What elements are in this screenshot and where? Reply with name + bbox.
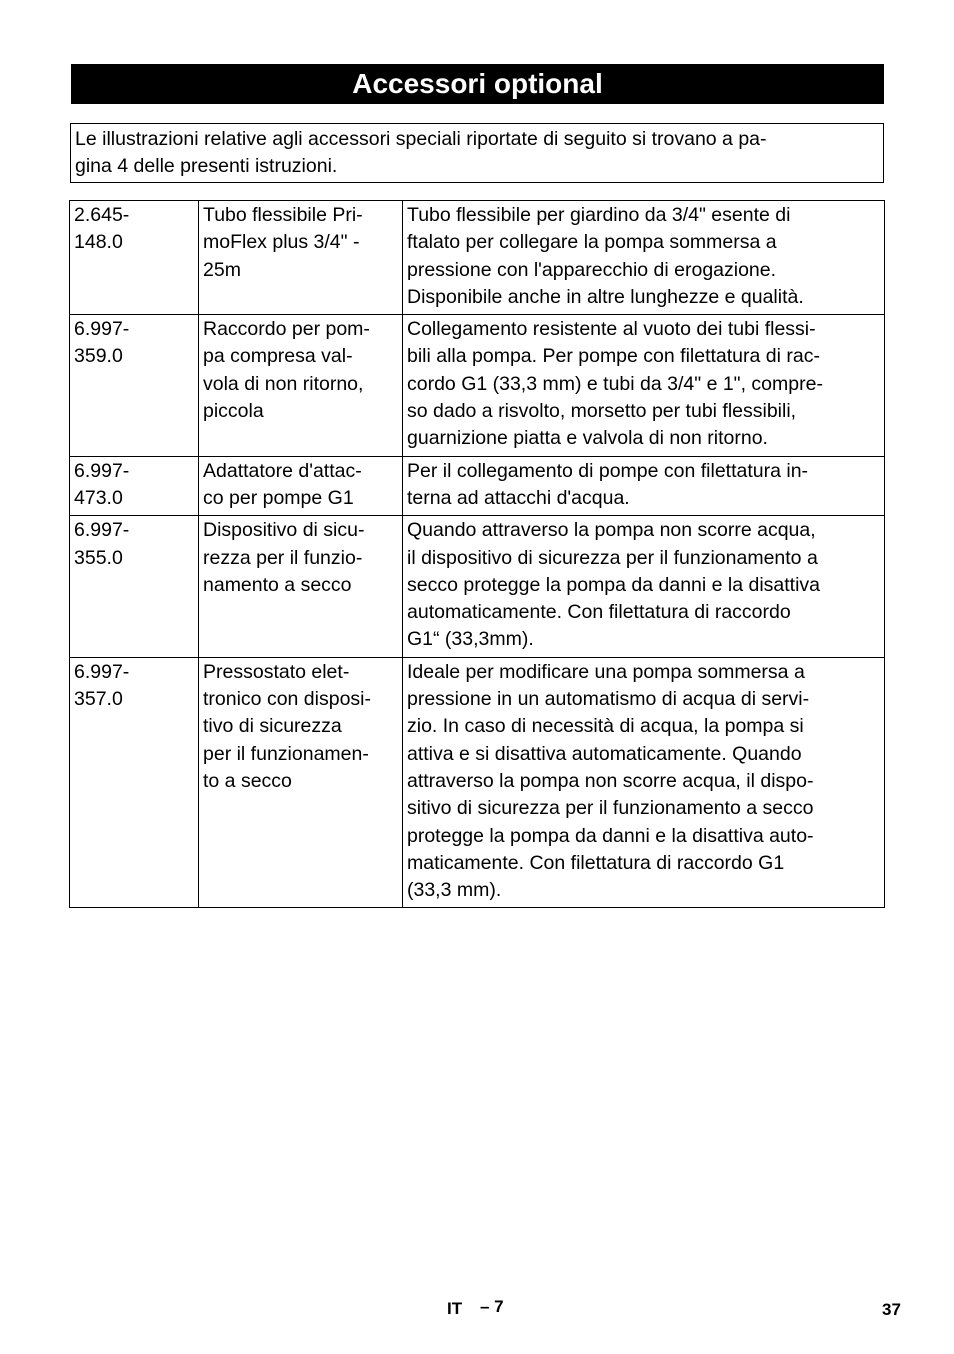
accessory-name-cell bbox=[199, 657, 403, 908]
footer-section-page: – 7 bbox=[480, 1297, 504, 1316]
order-number: 6.997- 473.0 bbox=[74, 459, 130, 509]
order-number-cell bbox=[70, 516, 199, 657]
order-number: 6.997- 357.0 bbox=[74, 660, 130, 711]
order-number-cell bbox=[70, 315, 199, 456]
accessory-description: Ideale per modificare una pompa sommersa a pressione in un automatismo di acqua di servi- zio. In caso di necessità di acqua, la pompa si attiva e si disattiva automaticamente. Quando attraverso la pompa non scorre acqua, il dispo- sitivo di sicurezza per il funzionamento a secco protegge la pompa da danni e la disattiva auto- maticamente. Con filettatura di raccordo G1 (33,3 mm). bbox=[407, 660, 814, 902]
accessory-description-cell bbox=[403, 516, 885, 657]
accessory-description-cell bbox=[403, 456, 885, 516]
accessory-description: Collegamento resistente al vuoto dei tubi flessi- bili alla pompa. Per pompe con filettatura di rac- cordo G1 (33,3 mm) e tubi da 3/4" e 1", compre- so dado a risvolto, morsetto per tubi flessibili, guarnizione piatta e valvola di non ritorno. bbox=[407, 318, 823, 450]
accessory-description: Tubo flessibile per giardino da 3/4" esente di ftalato per collegare la pompa sommersa a pressione con l'apparecchio di erogazione. Disponibile anche in altre lunghezze e qualità. bbox=[407, 204, 804, 308]
accessory-name: Tubo flessibile Pri- moFlex plus 3/4" - 25m bbox=[203, 204, 363, 281]
order-number: 6.997- 355.0 bbox=[74, 519, 130, 569]
accessory-name-cell bbox=[199, 201, 403, 315]
order-number: 6.997- 359.0 bbox=[74, 318, 130, 368]
accessory-name: Dispositivo di sicu- rezza per il funzio- namento a secco bbox=[203, 519, 365, 596]
footer-language: IT bbox=[447, 1299, 463, 1318]
footer-page-number: 37 bbox=[882, 1300, 901, 1319]
accessory-name: Raccordo per pom- pa compresa val- vola di non ritorno, piccola bbox=[203, 318, 370, 423]
table-row bbox=[70, 657, 885, 908]
accessory-name-cell bbox=[199, 456, 403, 516]
accessory-name-cell bbox=[199, 516, 403, 657]
accessory-name: Adattatore d'attac- co per pompe G1 bbox=[203, 459, 362, 509]
page-title: Accessori optional bbox=[71, 64, 884, 104]
accessories-table bbox=[69, 200, 885, 908]
order-number-cell bbox=[70, 201, 199, 315]
order-number: 2.645- 148.0 bbox=[74, 204, 130, 254]
order-number-cell bbox=[70, 657, 199, 908]
accessory-name-cell bbox=[199, 315, 403, 456]
table-row bbox=[70, 516, 885, 657]
accessory-description: Per il collegamento di pompe con filettatura in- terna ad attacchi d'acqua. bbox=[407, 459, 809, 509]
table-row bbox=[70, 315, 885, 456]
accessory-description-cell bbox=[403, 657, 885, 908]
intro-text: Le illustrazioni relative agli accessori speciali riportate di seguito si trovano a pa- gina 4 delle presenti istruzioni. bbox=[75, 128, 767, 177]
table-row bbox=[70, 201, 885, 315]
accessory-description: Quando attraverso la pompa non scorre acqua, il dispositivo di sicurezza per il funzionamento a secco protegge la pompa da danni e la disattiva automaticamente. Con filettatura di raccordo G1“ (33,3mm). bbox=[407, 519, 821, 651]
order-number-cell bbox=[70, 456, 199, 516]
table-row bbox=[70, 456, 885, 516]
intro-note bbox=[70, 123, 884, 183]
accessory-name: Pressostato elet- tronico con disposi- tivo di sicurezza per il funzionamen- to a secco bbox=[203, 660, 371, 792]
accessory-description-cell bbox=[403, 201, 885, 315]
accessory-description-cell bbox=[403, 315, 885, 456]
